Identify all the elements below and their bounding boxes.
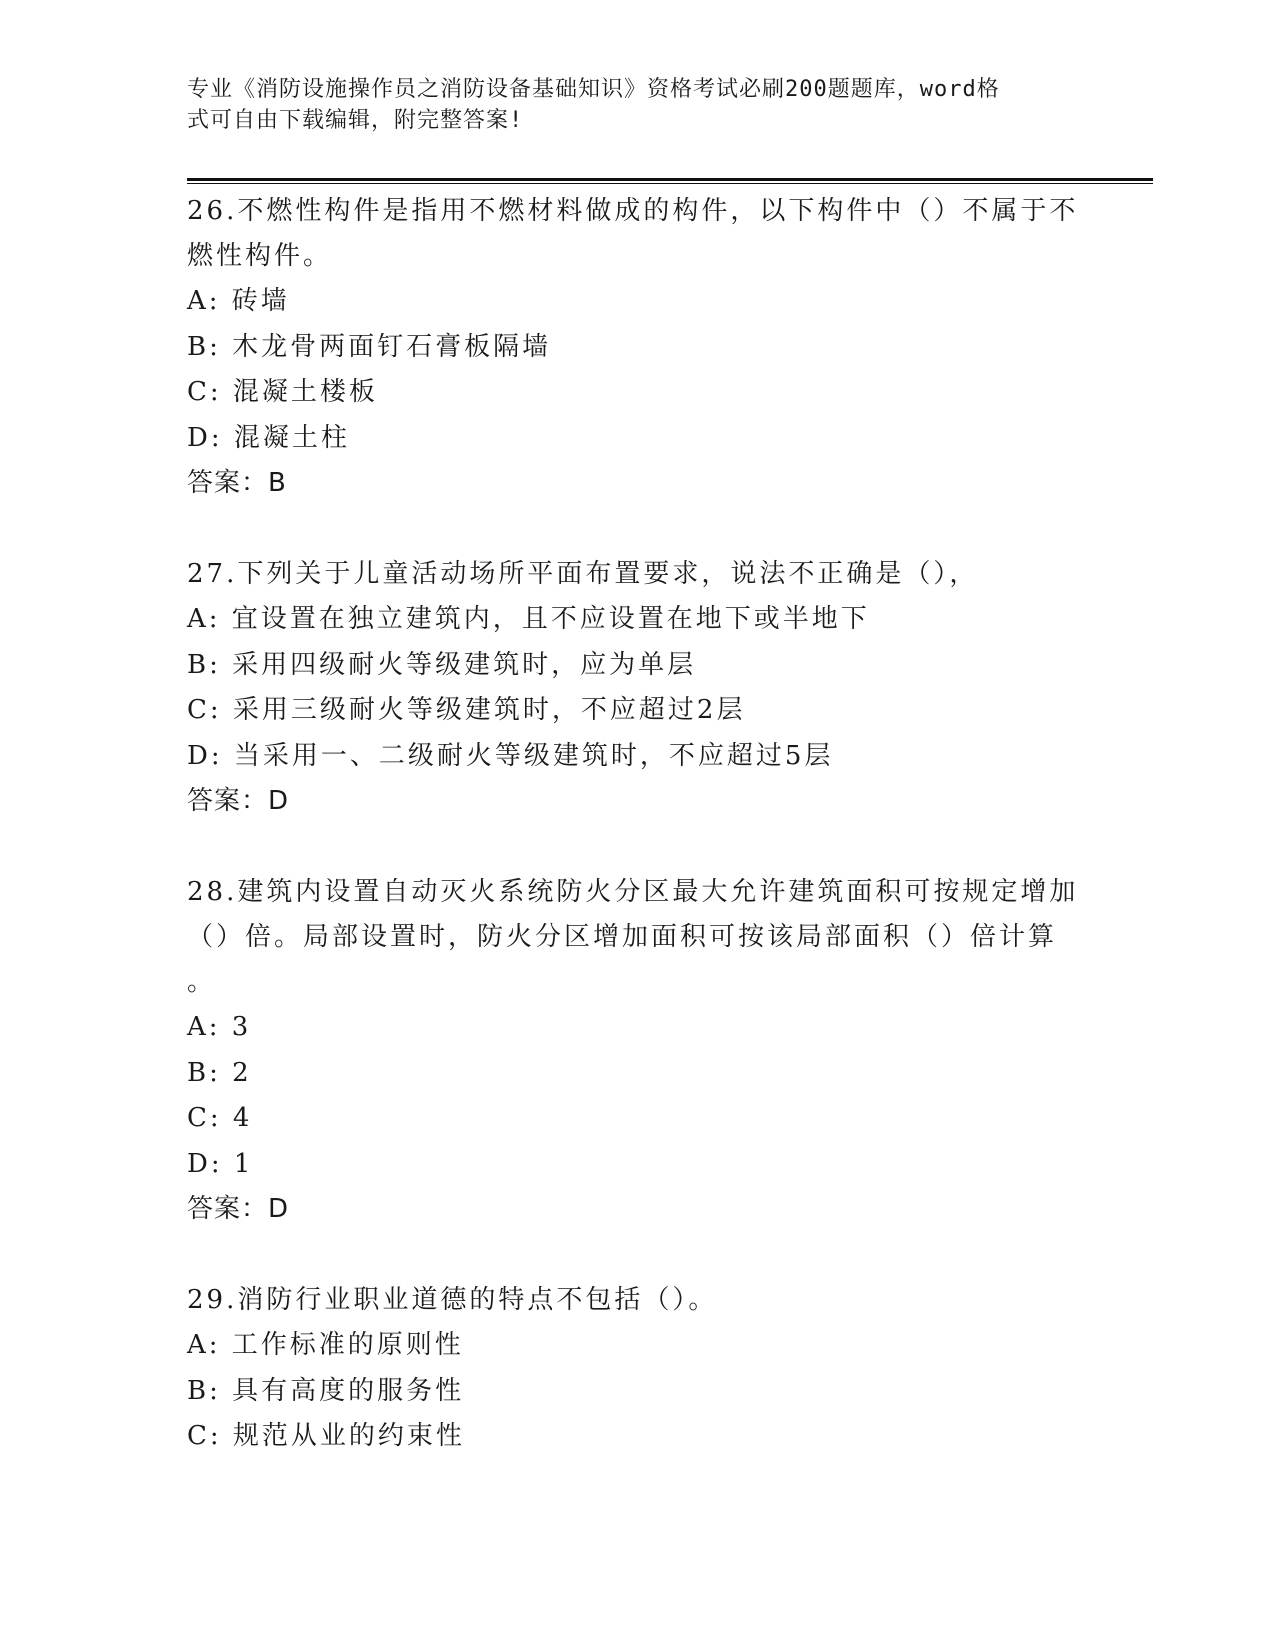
- question-list: [187, 189, 1087, 1460]
- question-stem-line: （）倍。局部设置时，防火分区增加面积可按该局部面积（）倍计算: [187, 922, 1058, 952]
- header-divider-thick: [187, 178, 1153, 181]
- answer-line: 答案：B: [187, 468, 287, 498]
- question-stem-line: 28.建筑内设置自动灭火系统防火分区最大允许建筑面积可按规定增加: [187, 877, 1079, 907]
- question-27: [187, 552, 1087, 824]
- option-a: A: 砖墙: [187, 286, 290, 316]
- option-a: A: 工作标准的原则性: [187, 1330, 464, 1360]
- question-28: [187, 870, 1087, 1232]
- option-c: C: 采用三级耐火等级建筑时，不应超过2层: [187, 695, 746, 725]
- option-d: D: 1: [187, 1148, 254, 1179]
- option-c: C: 规范从业的约束性: [187, 1421, 465, 1451]
- question-26: [187, 189, 1087, 506]
- option-b: B: 木龙骨两面钉石膏板隔墙: [187, 331, 552, 362]
- question-stem-line: 燃性构件。: [187, 241, 333, 271]
- option-c: C: 混凝土楼板: [187, 377, 378, 407]
- question-spacer: [187, 824, 1087, 870]
- option-c: C: 4: [187, 1103, 253, 1133]
- option-b: B: 采用四级耐火等级建筑时，应为单层: [187, 649, 697, 680]
- question-stem-line: 27.下列关于儿童活动场所平面布置要求，说法不正确是（），: [187, 559, 979, 589]
- question-spacer: [187, 506, 1087, 552]
- option-a: A: 3: [187, 1012, 252, 1042]
- header-line-1: 专业《消防设施操作员之消防设备基础知识》资格考试必刷200题题库，word格: [187, 77, 1000, 102]
- option-d: D: 混凝土柱: [187, 422, 350, 453]
- answer-line: 答案：D: [187, 786, 290, 816]
- option-d: D: 当采用一、二级耐火等级建筑时，不应超过5层: [187, 740, 834, 771]
- question-stem-line: 26.不燃性构件是指用不燃材料做成的构件，以下构件中（）不属于不: [187, 196, 1079, 226]
- document-header: [187, 74, 1077, 136]
- header-line-2: 式可自由下载编辑，附完整答案!: [187, 108, 524, 133]
- header-divider-thin: [187, 183, 1153, 184]
- option-a: A: 宜设置在独立建筑内，且不应设置在地下或半地下: [187, 604, 870, 634]
- question-stem-line: 29.消防行业职业道德的特点不包括（）。: [187, 1285, 718, 1315]
- question-stem-line: 。: [187, 967, 217, 997]
- question-spacer: [187, 1232, 1087, 1278]
- answer-line: 答案：D: [187, 1194, 290, 1224]
- question-29: [187, 1278, 1087, 1460]
- option-b: B: 2: [187, 1057, 252, 1088]
- option-b: B: 具有高度的服务性: [187, 1375, 465, 1406]
